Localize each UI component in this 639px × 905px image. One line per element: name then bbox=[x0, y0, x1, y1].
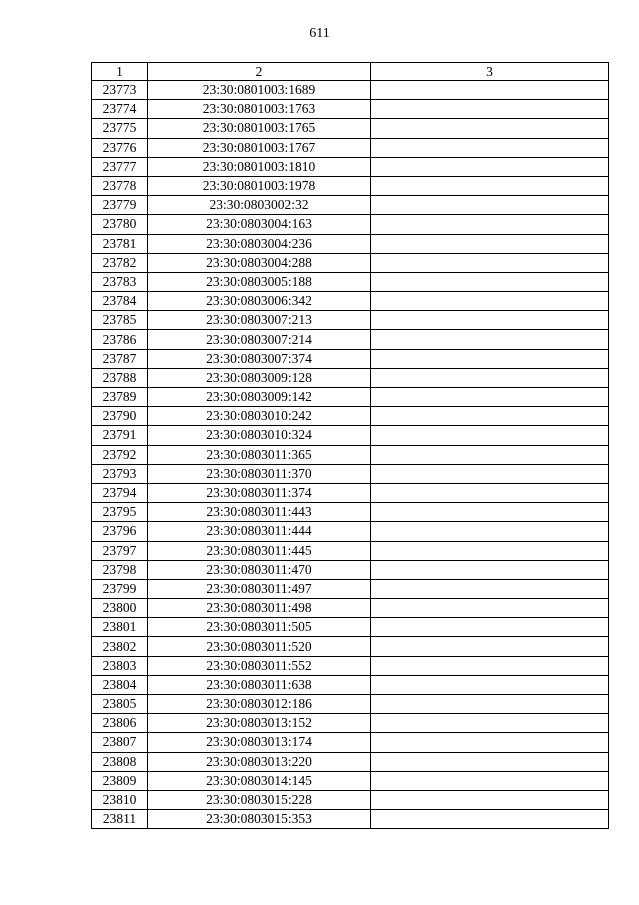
cadastral-number-cell: 23:30:0801003:1810 bbox=[148, 157, 371, 176]
cadastral-number-cell: 23:30:0801003:1689 bbox=[148, 81, 371, 100]
notes-cell bbox=[371, 407, 609, 426]
notes-cell bbox=[371, 349, 609, 368]
table-row bbox=[92, 714, 609, 733]
notes-cell bbox=[371, 196, 609, 215]
table-body bbox=[92, 81, 609, 829]
notes-cell bbox=[371, 733, 609, 752]
row-number-cell: 23782 bbox=[92, 253, 148, 272]
notes-cell bbox=[371, 253, 609, 272]
cadastral-number-cell: 23:30:0803011:470 bbox=[148, 560, 371, 579]
cadastral-number-cell: 23:30:0803013:220 bbox=[148, 752, 371, 771]
column-header-3: 3 bbox=[371, 63, 609, 81]
notes-cell bbox=[371, 311, 609, 330]
page-number: 611 bbox=[309, 26, 330, 41]
table-row bbox=[92, 388, 609, 407]
notes-cell bbox=[371, 483, 609, 502]
notes-cell bbox=[371, 790, 609, 809]
table-row bbox=[92, 675, 609, 694]
row-number-cell: 23795 bbox=[92, 503, 148, 522]
table-row bbox=[92, 311, 609, 330]
cadastral-number-cell: 23:30:0803009:142 bbox=[148, 388, 371, 407]
notes-cell bbox=[371, 81, 609, 100]
cadastral-number-cell: 23:30:0801003:1765 bbox=[148, 119, 371, 138]
table-row bbox=[92, 292, 609, 311]
notes-cell bbox=[371, 752, 609, 771]
table-row bbox=[92, 483, 609, 502]
cadastral-number-cell: 23:30:0803004:288 bbox=[148, 253, 371, 272]
cadastral-number-cell: 23:30:0803011:552 bbox=[148, 656, 371, 675]
notes-cell bbox=[371, 637, 609, 656]
table-row bbox=[92, 157, 609, 176]
table-row bbox=[92, 579, 609, 598]
row-number-cell: 23785 bbox=[92, 311, 148, 330]
cadastral-number-cell: 23:30:0803011:370 bbox=[148, 464, 371, 483]
table-row bbox=[92, 138, 609, 157]
row-number-cell: 23801 bbox=[92, 618, 148, 637]
table-row bbox=[92, 81, 609, 100]
cadastral-number-cell: 23:30:0803015:353 bbox=[148, 810, 371, 829]
table-row bbox=[92, 407, 609, 426]
notes-cell bbox=[371, 292, 609, 311]
notes-cell bbox=[371, 656, 609, 675]
cadastral-number-cell: 23:30:0803013:174 bbox=[148, 733, 371, 752]
row-number-cell: 23793 bbox=[92, 464, 148, 483]
notes-cell bbox=[371, 215, 609, 234]
notes-cell bbox=[371, 810, 609, 829]
table-row bbox=[92, 810, 609, 829]
table-row bbox=[92, 656, 609, 675]
table-row bbox=[92, 176, 609, 195]
cadastral-number-cell: 23:30:0803006:342 bbox=[148, 292, 371, 311]
cadastral-number-cell: 23:30:0803004:236 bbox=[148, 234, 371, 253]
cadastral-number-cell: 23:30:0803007:374 bbox=[148, 349, 371, 368]
table-row bbox=[92, 464, 609, 483]
row-number-cell: 23775 bbox=[92, 119, 148, 138]
notes-cell bbox=[371, 176, 609, 195]
row-number-cell: 23788 bbox=[92, 368, 148, 387]
cadastral-number-cell: 23:30:0803011:520 bbox=[148, 637, 371, 656]
cadastral-number-cell: 23:30:0803014:145 bbox=[148, 771, 371, 790]
notes-cell bbox=[371, 675, 609, 694]
row-number-cell: 23807 bbox=[92, 733, 148, 752]
cadastral-number-cell: 23:30:0803009:128 bbox=[148, 368, 371, 387]
cadastral-number-cell: 23:30:0803007:213 bbox=[148, 311, 371, 330]
column-header-2: 2 bbox=[148, 63, 371, 81]
row-number-cell: 23797 bbox=[92, 541, 148, 560]
notes-cell bbox=[371, 522, 609, 541]
row-number-cell: 23791 bbox=[92, 426, 148, 445]
row-number-cell: 23804 bbox=[92, 675, 148, 694]
table-row bbox=[92, 618, 609, 637]
cadastral-table bbox=[91, 62, 609, 829]
table-row bbox=[92, 503, 609, 522]
cadastral-number-cell: 23:30:0803011:638 bbox=[148, 675, 371, 694]
row-number-cell: 23810 bbox=[92, 790, 148, 809]
notes-cell bbox=[371, 138, 609, 157]
cadastral-number-cell: 23:30:0803010:242 bbox=[148, 407, 371, 426]
row-number-cell: 23809 bbox=[92, 771, 148, 790]
notes-cell bbox=[371, 426, 609, 445]
row-number-cell: 23808 bbox=[92, 752, 148, 771]
row-number-cell: 23773 bbox=[92, 81, 148, 100]
table-row bbox=[92, 445, 609, 464]
cadastral-number-cell: 23:30:0801003:1763 bbox=[148, 100, 371, 119]
row-number-cell: 23802 bbox=[92, 637, 148, 656]
column-header-1: 1 bbox=[92, 63, 148, 81]
cadastral-number-cell: 23:30:0803012:186 bbox=[148, 695, 371, 714]
cadastral-number-cell: 23:30:0803011:365 bbox=[148, 445, 371, 464]
notes-cell bbox=[371, 464, 609, 483]
table-row bbox=[92, 119, 609, 138]
table-row bbox=[92, 733, 609, 752]
cadastral-number-cell: 23:30:0803010:324 bbox=[148, 426, 371, 445]
cadastral-number-cell: 23:30:0803011:374 bbox=[148, 483, 371, 502]
cadastral-number-cell: 23:30:0803011:505 bbox=[148, 618, 371, 637]
cadastral-number-cell: 23:30:0803011:498 bbox=[148, 599, 371, 618]
table-row bbox=[92, 196, 609, 215]
notes-cell bbox=[371, 445, 609, 464]
table-row bbox=[92, 349, 609, 368]
row-number-cell: 23792 bbox=[92, 445, 148, 464]
notes-cell bbox=[371, 234, 609, 253]
table-row bbox=[92, 100, 609, 119]
table-row bbox=[92, 272, 609, 291]
row-number-cell: 23789 bbox=[92, 388, 148, 407]
table-row bbox=[92, 599, 609, 618]
notes-cell bbox=[371, 541, 609, 560]
notes-cell bbox=[371, 771, 609, 790]
notes-cell bbox=[371, 560, 609, 579]
row-number-cell: 23794 bbox=[92, 483, 148, 502]
notes-cell bbox=[371, 618, 609, 637]
row-number-cell: 23786 bbox=[92, 330, 148, 349]
row-number-cell: 23777 bbox=[92, 157, 148, 176]
cadastral-number-cell: 23:30:0803011:444 bbox=[148, 522, 371, 541]
row-number-cell: 23779 bbox=[92, 196, 148, 215]
table-row bbox=[92, 771, 609, 790]
row-number-cell: 23811 bbox=[92, 810, 148, 829]
row-number-cell: 23787 bbox=[92, 349, 148, 368]
cadastral-number-cell: 23:30:0803013:152 bbox=[148, 714, 371, 733]
notes-cell bbox=[371, 119, 609, 138]
notes-cell bbox=[371, 503, 609, 522]
table-row bbox=[92, 541, 609, 560]
row-number-cell: 23781 bbox=[92, 234, 148, 253]
row-number-cell: 23805 bbox=[92, 695, 148, 714]
cadastral-number-cell: 23:30:0803011:445 bbox=[148, 541, 371, 560]
row-number-cell: 23784 bbox=[92, 292, 148, 311]
table-row bbox=[92, 234, 609, 253]
table-row bbox=[92, 253, 609, 272]
row-number-cell: 23796 bbox=[92, 522, 148, 541]
notes-cell bbox=[371, 330, 609, 349]
table-row bbox=[92, 522, 609, 541]
cadastral-number-cell: 23:30:0803005:188 bbox=[148, 272, 371, 291]
cadastral-number-cell: 23:30:0801003:1767 bbox=[148, 138, 371, 157]
table-row bbox=[92, 695, 609, 714]
row-number-cell: 23799 bbox=[92, 579, 148, 598]
table-row bbox=[92, 330, 609, 349]
row-number-cell: 23790 bbox=[92, 407, 148, 426]
cadastral-number-cell: 23:30:0803007:214 bbox=[148, 330, 371, 349]
notes-cell bbox=[371, 695, 609, 714]
table-row bbox=[92, 560, 609, 579]
row-number-cell: 23774 bbox=[92, 100, 148, 119]
notes-cell bbox=[371, 579, 609, 598]
row-number-cell: 23778 bbox=[92, 176, 148, 195]
notes-cell bbox=[371, 100, 609, 119]
notes-cell bbox=[371, 272, 609, 291]
notes-cell bbox=[371, 157, 609, 176]
notes-cell bbox=[371, 388, 609, 407]
notes-cell bbox=[371, 599, 609, 618]
row-number-cell: 23803 bbox=[92, 656, 148, 675]
row-number-cell: 23780 bbox=[92, 215, 148, 234]
notes-cell bbox=[371, 368, 609, 387]
cadastral-number-cell: 23:30:0803011:443 bbox=[148, 503, 371, 522]
row-number-cell: 23783 bbox=[92, 272, 148, 291]
row-number-cell: 23776 bbox=[92, 138, 148, 157]
row-number-cell: 23800 bbox=[92, 599, 148, 618]
notes-cell bbox=[371, 714, 609, 733]
cadastral-number-cell: 23:30:0803011:497 bbox=[148, 579, 371, 598]
table-row bbox=[92, 215, 609, 234]
cadastral-number-cell: 23:30:0803015:228 bbox=[148, 790, 371, 809]
cadastral-number-cell: 23:30:0803002:32 bbox=[148, 196, 371, 215]
cadastral-number-cell: 23:30:0803004:163 bbox=[148, 215, 371, 234]
row-number-cell: 23806 bbox=[92, 714, 148, 733]
cadastral-number-cell: 23:30:0801003:1978 bbox=[148, 176, 371, 195]
table-row bbox=[92, 368, 609, 387]
table-row bbox=[92, 426, 609, 445]
row-number-cell: 23798 bbox=[92, 560, 148, 579]
table-row bbox=[92, 752, 609, 771]
table-row bbox=[92, 790, 609, 809]
table-row bbox=[92, 637, 609, 656]
table-header-row bbox=[92, 63, 609, 81]
